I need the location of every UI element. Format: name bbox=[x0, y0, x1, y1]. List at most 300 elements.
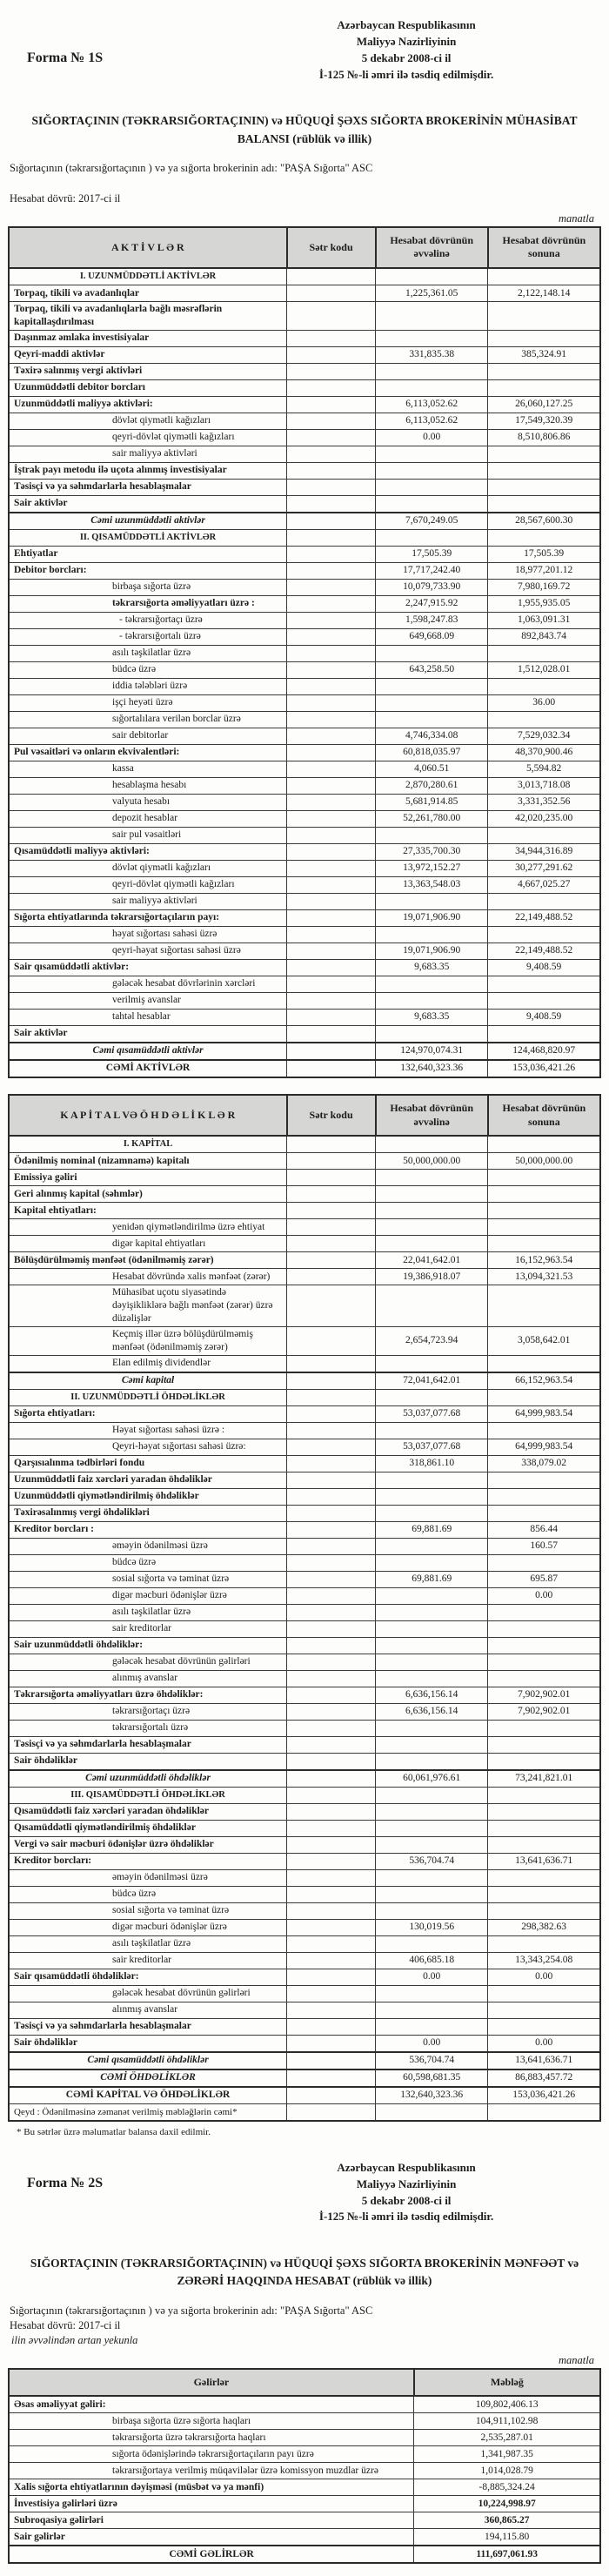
row-label: Cəmi uzunmüddətli öhdəliklər bbox=[9, 1770, 287, 1788]
row-code bbox=[287, 794, 376, 810]
row-code bbox=[287, 628, 376, 645]
value-period-start: 53,037,077.68 bbox=[376, 1439, 488, 1455]
value-period-end: 22,149,488.52 bbox=[488, 909, 600, 926]
value-period-end: 7,980,169.72 bbox=[488, 579, 600, 595]
table-row bbox=[9, 1637, 600, 1654]
value-period-start bbox=[376, 1787, 488, 1803]
table-row bbox=[9, 1736, 600, 1753]
table-row bbox=[9, 413, 600, 429]
row-code bbox=[287, 495, 376, 513]
table-row bbox=[9, 462, 600, 479]
row-label: depozit hesablar bbox=[9, 810, 287, 827]
value-amount: 1,341,987.35 bbox=[414, 2446, 600, 2463]
table-row bbox=[9, 330, 600, 346]
value-period-start bbox=[376, 1902, 488, 1919]
value-period-end: 42,020,235.00 bbox=[488, 810, 600, 827]
value-period-start bbox=[376, 1869, 488, 1886]
value-period-end: 13,641,636.71 bbox=[488, 1853, 600, 1869]
row-code bbox=[287, 1472, 376, 1488]
value-amount: 2,535,287.01 bbox=[414, 2430, 600, 2446]
value-period-end: 26,060,127.25 bbox=[488, 396, 600, 413]
row-label: Sair qısamüddətli öhdəliklər: bbox=[9, 1969, 287, 1985]
row-code bbox=[287, 2103, 376, 2121]
value-period-end bbox=[488, 926, 600, 943]
row-code bbox=[287, 1153, 376, 1170]
value-period-end bbox=[488, 1186, 600, 1203]
value-period-start bbox=[376, 711, 488, 728]
table-row bbox=[9, 1753, 600, 1770]
row-code bbox=[287, 396, 376, 413]
value-period-start bbox=[376, 1285, 488, 1327]
value-period-start bbox=[376, 2002, 488, 2018]
row-label: Sair gəlirlər bbox=[9, 2529, 414, 2546]
row-label: II. QISAMÜDDƏTLİ AKTİVLƏR bbox=[9, 529, 287, 546]
row-label: verilmiş avanslar bbox=[9, 992, 287, 1009]
value-period-end: 3,058,642.01 bbox=[488, 1326, 600, 1355]
row-code bbox=[287, 595, 376, 612]
value-period-start: 52,261,780.00 bbox=[376, 810, 488, 827]
value-period-end: 1,063,091.31 bbox=[488, 612, 600, 628]
value-period-end bbox=[488, 711, 600, 728]
table-row bbox=[9, 2087, 600, 2104]
value-period-end: 86,883,457.72 bbox=[488, 2070, 600, 2087]
form1-company-line: Sığortaçının (təkrarsığortaçının ) və ya sığorta brokerinin adı: "PAŞA Sığorta" ASC bbox=[10, 161, 373, 174]
row-code bbox=[287, 1355, 376, 1372]
row-label: büdcə üzrə bbox=[9, 1886, 287, 1902]
table-row bbox=[9, 1060, 600, 1077]
assets-table bbox=[8, 226, 601, 1078]
value-period-end bbox=[488, 1736, 600, 1753]
row-label: gələcək hesabat dövrlərinin xərcləri bbox=[9, 976, 287, 992]
table-row bbox=[9, 992, 600, 1009]
value-period-start: 318,861.10 bbox=[376, 1455, 488, 1472]
value-period-start bbox=[376, 1203, 488, 1219]
value-period-end bbox=[488, 446, 600, 462]
row-code bbox=[287, 1060, 376, 1077]
row-code bbox=[287, 562, 376, 579]
table-row bbox=[9, 1009, 600, 1025]
row-label: sosial sığorta və təminat üzrə bbox=[9, 1571, 287, 1587]
value-period-start bbox=[376, 495, 488, 513]
value-period-start: 643,258.50 bbox=[376, 661, 488, 678]
value-period-start: 0.00 bbox=[376, 1969, 488, 1985]
table-row bbox=[9, 1803, 600, 1820]
value-period-start: 60,818,035.97 bbox=[376, 744, 488, 761]
row-code bbox=[287, 429, 376, 446]
table-row bbox=[9, 2002, 600, 2018]
row-label: dövlət qiymətli kağızları bbox=[9, 860, 287, 876]
value-period-end bbox=[488, 1985, 600, 2002]
row-code bbox=[287, 926, 376, 943]
value-period-start: 4,060.51 bbox=[376, 761, 488, 777]
table-row bbox=[9, 495, 600, 513]
table-row bbox=[9, 827, 600, 843]
value-period-end bbox=[488, 1637, 600, 1654]
row-code bbox=[287, 462, 376, 479]
value-period-end: 17,549,320.39 bbox=[488, 413, 600, 429]
row-label: asılı təşkilatlar üzrə bbox=[9, 1604, 287, 1620]
row-label: CƏMİ KAPİTAL VƏ ÖHDƏLİKLƏR bbox=[9, 2087, 287, 2104]
table-row bbox=[9, 2446, 600, 2463]
value-period-end: 34,944,316.89 bbox=[488, 843, 600, 860]
form2-cumulative-line: ilin əvvəlindən artan yekunla bbox=[11, 2333, 138, 2346]
row-label: digər məcburi ödənişlər üzrə bbox=[9, 1587, 287, 1604]
row-label: qeyri-həyat sığortası sahəsi üzrə bbox=[9, 943, 287, 959]
row-label: kassa bbox=[9, 761, 287, 777]
row-code bbox=[287, 1736, 376, 1753]
row-code bbox=[287, 1770, 376, 1788]
row-label: Debitor borcları: bbox=[9, 562, 287, 579]
value-period-end bbox=[488, 1787, 600, 1803]
value-period-start: 331,835.38 bbox=[376, 346, 488, 363]
value-period-end bbox=[488, 1505, 600, 1521]
row-label: Pul vəsaitləri və onların ekvivalentləri: bbox=[9, 744, 287, 761]
row-code bbox=[287, 1720, 376, 1736]
value-period-start bbox=[376, 1736, 488, 1753]
table-row bbox=[9, 1186, 600, 1203]
column-header-period-start: Hesabat dövrünün əvvəlinə bbox=[376, 1095, 488, 1136]
row-code bbox=[287, 346, 376, 363]
table-row bbox=[9, 678, 600, 694]
row-label: Torpaq, tikili və avadanlıqlar bbox=[9, 285, 287, 302]
value-period-start: 13,363,548.03 bbox=[376, 876, 488, 893]
table-row bbox=[9, 2546, 600, 2563]
row-code bbox=[287, 959, 376, 976]
row-label: Sair uzunmüddətli öhdəliklər: bbox=[9, 1637, 287, 1654]
value-period-end: 30,277,291.62 bbox=[488, 860, 600, 876]
value-period-start: 50,000,000.00 bbox=[376, 1153, 488, 1170]
row-code bbox=[287, 2052, 376, 2070]
value-period-start bbox=[376, 827, 488, 843]
row-label: sair kreditorlar bbox=[9, 1952, 287, 1969]
table-row bbox=[9, 1455, 600, 1472]
table-row bbox=[9, 1604, 600, 1620]
value-period-end: 4,667,025.27 bbox=[488, 876, 600, 893]
value-period-end: 22,149,488.52 bbox=[488, 943, 600, 959]
row-code bbox=[287, 529, 376, 546]
form2-header bbox=[8, 2160, 601, 2225]
value-period-start: 6,113,052.62 bbox=[376, 396, 488, 413]
table-row bbox=[9, 1620, 600, 1637]
value-period-end bbox=[488, 1389, 600, 1405]
table-row bbox=[9, 379, 600, 396]
value-period-start bbox=[376, 976, 488, 992]
table-row bbox=[9, 1521, 600, 1538]
row-label: təkrarsığorta üzrə təkrarsığorta haqları bbox=[9, 2430, 414, 2446]
row-label: Geri alınmış kapital (səhmlər) bbox=[9, 1186, 287, 1203]
value-period-end: 8,510,806.86 bbox=[488, 429, 600, 446]
value-period-start: 406,685.18 bbox=[376, 1952, 488, 1969]
row-label: təkrarsığortaya verilmiş müqavilələr üzrə komissyon muzdlar üzrə bbox=[9, 2463, 414, 2479]
approval-line: Maliyyə Nazirliyinin bbox=[356, 2177, 457, 2190]
value-period-end: 13,641,636.71 bbox=[488, 2052, 600, 2070]
value-period-end: 66,152,963.54 bbox=[488, 1372, 600, 1390]
value-period-start: 53,037,077.68 bbox=[376, 1405, 488, 1422]
row-label: qeyri-dövlət qiymətli kağızları bbox=[9, 876, 287, 893]
value-period-end bbox=[488, 1820, 600, 1836]
value-period-start: 130,019.56 bbox=[376, 1919, 488, 1935]
value-period-start bbox=[376, 992, 488, 1009]
value-period-start bbox=[376, 893, 488, 909]
row-label: Vergi və sair məcburi ödənişlər üzrə öhdəliklər bbox=[9, 1836, 287, 1853]
column-header-row-code: Sətr kodu bbox=[287, 1095, 376, 1136]
form2-company-line: Sığortaçının (təkrarsığortaçının ) və ya sığorta brokerinin adı: "PAŞA Sığorta" ASC bbox=[10, 2304, 373, 2317]
table-row bbox=[9, 1355, 600, 1372]
value-period-end bbox=[488, 1935, 600, 1952]
value-period-end bbox=[488, 363, 600, 379]
value-period-start: 60,061,976.61 bbox=[376, 1770, 488, 1788]
row-label: təkrarsığortaçı üzrə bbox=[9, 1703, 287, 1720]
row-label: sair debitorlar bbox=[9, 728, 287, 744]
value-period-end: 36.00 bbox=[488, 694, 600, 711]
table-row bbox=[9, 1170, 600, 1186]
row-code bbox=[287, 546, 376, 562]
table-row bbox=[9, 893, 600, 909]
value-period-end: 1,512,028.01 bbox=[488, 661, 600, 678]
income-table bbox=[8, 2368, 601, 2565]
value-period-end: 153,036,421.26 bbox=[488, 2087, 600, 2104]
table-row bbox=[9, 2035, 600, 2052]
table-row bbox=[9, 346, 600, 363]
value-period-end bbox=[488, 1170, 600, 1186]
row-code bbox=[287, 645, 376, 661]
table-row bbox=[9, 876, 600, 893]
row-code bbox=[287, 1787, 376, 1803]
value-period-end: 13,343,254.08 bbox=[488, 1952, 600, 1969]
row-label: Emissiya gəliri bbox=[9, 1170, 287, 1186]
value-period-end bbox=[488, 330, 600, 346]
row-label: Kapital ehtiyatları: bbox=[9, 1203, 287, 1219]
row-code bbox=[287, 1952, 376, 1969]
row-label: Sığorta ehtiyatları: bbox=[9, 1405, 287, 1422]
table-row bbox=[9, 2496, 600, 2512]
value-period-end: 7,902,902.01 bbox=[488, 1687, 600, 1703]
table-row bbox=[9, 1820, 600, 1836]
row-label: Ehtiyatlar bbox=[9, 546, 287, 562]
value-period-start bbox=[376, 1025, 488, 1043]
value-period-start: 2,247,915.92 bbox=[376, 595, 488, 612]
value-period-end: 50,000,000.00 bbox=[488, 1153, 600, 1170]
row-label: Sığorta ehtiyatlarında təkrarsığortaçıların payı: bbox=[9, 909, 287, 926]
value-period-end: 0.00 bbox=[488, 2035, 600, 2052]
value-period-start: 124,970,074.31 bbox=[376, 1043, 488, 1060]
value-amount: 194,115.80 bbox=[414, 2529, 600, 2546]
value-period-end bbox=[488, 462, 600, 479]
table-row bbox=[9, 1720, 600, 1736]
row-code bbox=[287, 446, 376, 462]
form2-currency-note: manatla bbox=[559, 2353, 594, 2366]
row-label: qeyri-dövlət qiymətli kağızları bbox=[9, 429, 287, 446]
row-label: Təxirə salınmış vergi aktivləri bbox=[9, 363, 287, 379]
table-row bbox=[9, 529, 600, 546]
row-code bbox=[287, 728, 376, 744]
value-period-end: 64,999,983.54 bbox=[488, 1439, 600, 1455]
row-label: alınmış avanslar bbox=[9, 1670, 287, 1687]
value-period-end bbox=[488, 992, 600, 1009]
table-row bbox=[9, 1853, 600, 1869]
value-period-start bbox=[376, 1985, 488, 2002]
table-row bbox=[9, 1985, 600, 2002]
value-period-end: 3,331,352.56 bbox=[488, 794, 600, 810]
value-period-end: 9,408.59 bbox=[488, 1009, 600, 1025]
value-period-end: 5,594.82 bbox=[488, 761, 600, 777]
table-row bbox=[9, 1422, 600, 1439]
value-period-end bbox=[488, 1219, 600, 1236]
row-label: təkrarsığorta əməliyyatları üzrə : bbox=[9, 595, 287, 612]
value-period-start bbox=[376, 1389, 488, 1405]
row-label: Uzunmüddətli qiymətləndirilmiş öhdəliklər bbox=[9, 1488, 287, 1505]
value-period-start: 17,717,242.40 bbox=[376, 562, 488, 579]
row-label: əməyin ödənilməsi üzrə bbox=[9, 1869, 287, 1886]
approval-line: İ-125 №-li əmri ilə təsdiq edilmişdir. bbox=[318, 2210, 494, 2224]
row-code bbox=[287, 1405, 376, 1422]
value-amount: 1,014,028.79 bbox=[414, 2463, 600, 2479]
value-period-end bbox=[488, 893, 600, 909]
row-label: Qarşısıalınma tədbirləri fondu bbox=[9, 1455, 287, 1472]
value-period-end: 338,079.02 bbox=[488, 1455, 600, 1472]
row-code bbox=[287, 1505, 376, 1521]
value-amount: 104,911,102.98 bbox=[414, 2413, 600, 2430]
value-period-end bbox=[488, 529, 600, 546]
row-code bbox=[287, 1687, 376, 1703]
row-code bbox=[287, 860, 376, 876]
row-label: Torpaq, tikili və avadanlıqlarla bağlı məsrəflərin kapitallaşdırılması bbox=[9, 302, 287, 331]
row-code bbox=[287, 1853, 376, 1869]
row-code bbox=[287, 943, 376, 959]
value-period-end bbox=[488, 1753, 600, 1770]
row-label: Qeyd : Ödənilməsinə zəmanət verilmiş məbləğlərin cəmi* bbox=[9, 2103, 287, 2121]
table-row bbox=[9, 943, 600, 959]
table-row bbox=[9, 2052, 600, 2070]
value-period-start: 2,654,723.94 bbox=[376, 1326, 488, 1355]
table-row bbox=[9, 479, 600, 495]
value-period-start bbox=[376, 1219, 488, 1236]
row-code bbox=[287, 2035, 376, 2052]
value-period-end: 16,152,963.54 bbox=[488, 1252, 600, 1269]
row-code bbox=[287, 513, 376, 530]
value-period-end bbox=[488, 1670, 600, 1687]
row-code bbox=[287, 1269, 376, 1285]
row-label: İnvestisiya gəlirləri üzrə bbox=[9, 2496, 414, 2512]
form1-number: Forma № 1S bbox=[27, 50, 104, 65]
row-code bbox=[287, 1670, 376, 1687]
row-code bbox=[287, 379, 376, 396]
table-row bbox=[9, 777, 600, 794]
value-period-end bbox=[488, 2018, 600, 2035]
value-period-start: 536,704.74 bbox=[376, 1853, 488, 1869]
row-label: Ödənilmiş nominal (nizamnamə) kapitalı bbox=[9, 1153, 287, 1170]
row-label: Cəmi qısamüddətli öhdəliklər bbox=[9, 2052, 287, 2070]
value-period-start bbox=[376, 1836, 488, 1853]
table-row bbox=[9, 2529, 600, 2546]
row-code bbox=[287, 1203, 376, 1219]
value-period-start bbox=[376, 1820, 488, 1836]
value-period-start: 6,636,156.14 bbox=[376, 1703, 488, 1720]
value-period-end: 9,408.59 bbox=[488, 959, 600, 976]
row-label: Elan edilmiş dividendlər bbox=[9, 1355, 287, 1372]
table-row bbox=[9, 1236, 600, 1252]
table-row bbox=[9, 302, 600, 331]
table-row bbox=[9, 1372, 600, 1390]
table-row bbox=[9, 1886, 600, 1902]
row-label: Qısamüddətli maliyyə aktivləri: bbox=[9, 843, 287, 860]
value-period-end: 7,529,032.34 bbox=[488, 728, 600, 744]
value-period-start bbox=[376, 926, 488, 943]
row-code bbox=[287, 2002, 376, 2018]
value-period-start: 19,386,918.07 bbox=[376, 1269, 488, 1285]
row-code bbox=[287, 992, 376, 1009]
value-period-start bbox=[376, 379, 488, 396]
row-code bbox=[287, 1886, 376, 1902]
value-period-end bbox=[488, 479, 600, 495]
value-period-start bbox=[376, 479, 488, 495]
row-label: I. KAPİTAL bbox=[9, 1136, 287, 1153]
table-row bbox=[9, 2396, 600, 2413]
row-label: sair maliyyə aktivləri bbox=[9, 893, 287, 909]
row-label: sair kreditorlar bbox=[9, 1620, 287, 1637]
table-row bbox=[9, 2479, 600, 2496]
table-row bbox=[9, 1935, 600, 1952]
row-code bbox=[287, 1285, 376, 1327]
row-label: Cəmi uzunmüddətli aktivlər bbox=[9, 513, 287, 530]
value-period-end: 153,036,421.26 bbox=[488, 1060, 600, 1077]
value-period-end bbox=[488, 1136, 600, 1153]
table-row bbox=[9, 1770, 600, 1788]
column-header-assets: A K T İ V L Ə R bbox=[9, 227, 287, 268]
value-period-end bbox=[488, 1886, 600, 1902]
row-code bbox=[287, 777, 376, 794]
row-label: yenidən qiymətləndirilmə üzrə ehtiyat bbox=[9, 1219, 287, 1236]
row-code bbox=[287, 302, 376, 331]
value-period-end bbox=[488, 1720, 600, 1736]
row-label: İştrak payı metodu ilə uçota alınmış investisiyalar bbox=[9, 462, 287, 479]
value-period-end bbox=[488, 1869, 600, 1886]
row-label: dövlət qiymətli kağızları bbox=[9, 413, 287, 429]
value-period-end: 124,468,820.97 bbox=[488, 1043, 600, 1060]
row-label: Təkrarsığorta əməliyyatları üzrə öhdəliklər: bbox=[9, 1687, 287, 1703]
row-code bbox=[287, 1753, 376, 1770]
row-code bbox=[287, 1985, 376, 2002]
row-code bbox=[287, 1389, 376, 1405]
row-label: sair maliyyə aktivləri bbox=[9, 446, 287, 462]
value-period-end: 28,567,600.30 bbox=[488, 513, 600, 530]
table-row bbox=[9, 446, 600, 462]
table-row bbox=[9, 976, 600, 992]
table-row bbox=[9, 1326, 600, 1355]
row-label: hesablaşma hesabı bbox=[9, 777, 287, 794]
value-period-start bbox=[376, 1538, 488, 1554]
row-code bbox=[287, 1587, 376, 1604]
assets-table-header-row bbox=[9, 227, 600, 268]
value-period-start bbox=[376, 1186, 488, 1203]
value-period-end: 64,999,983.54 bbox=[488, 1405, 600, 1422]
row-code bbox=[287, 843, 376, 860]
row-code bbox=[287, 694, 376, 711]
table-row bbox=[9, 1587, 600, 1604]
table-row bbox=[9, 1136, 600, 1153]
value-period-end bbox=[488, 1554, 600, 1571]
value-period-start bbox=[376, 302, 488, 331]
value-period-end bbox=[488, 1620, 600, 1637]
row-label: Sair öhdəliklər bbox=[9, 2035, 287, 2052]
row-label: gələcək hesabat dövrünün gəlirləri bbox=[9, 1985, 287, 2002]
row-label: Uzunmüddətli faiz xərcləri yaradan öhdəliklər bbox=[9, 1472, 287, 1488]
row-label: Kreditor borcları: bbox=[9, 1853, 287, 1869]
column-header-period-end: Hesabat dövrünün sonuna bbox=[488, 227, 600, 268]
row-code bbox=[287, 1455, 376, 1472]
value-period-start bbox=[376, 694, 488, 711]
table-row bbox=[9, 546, 600, 562]
